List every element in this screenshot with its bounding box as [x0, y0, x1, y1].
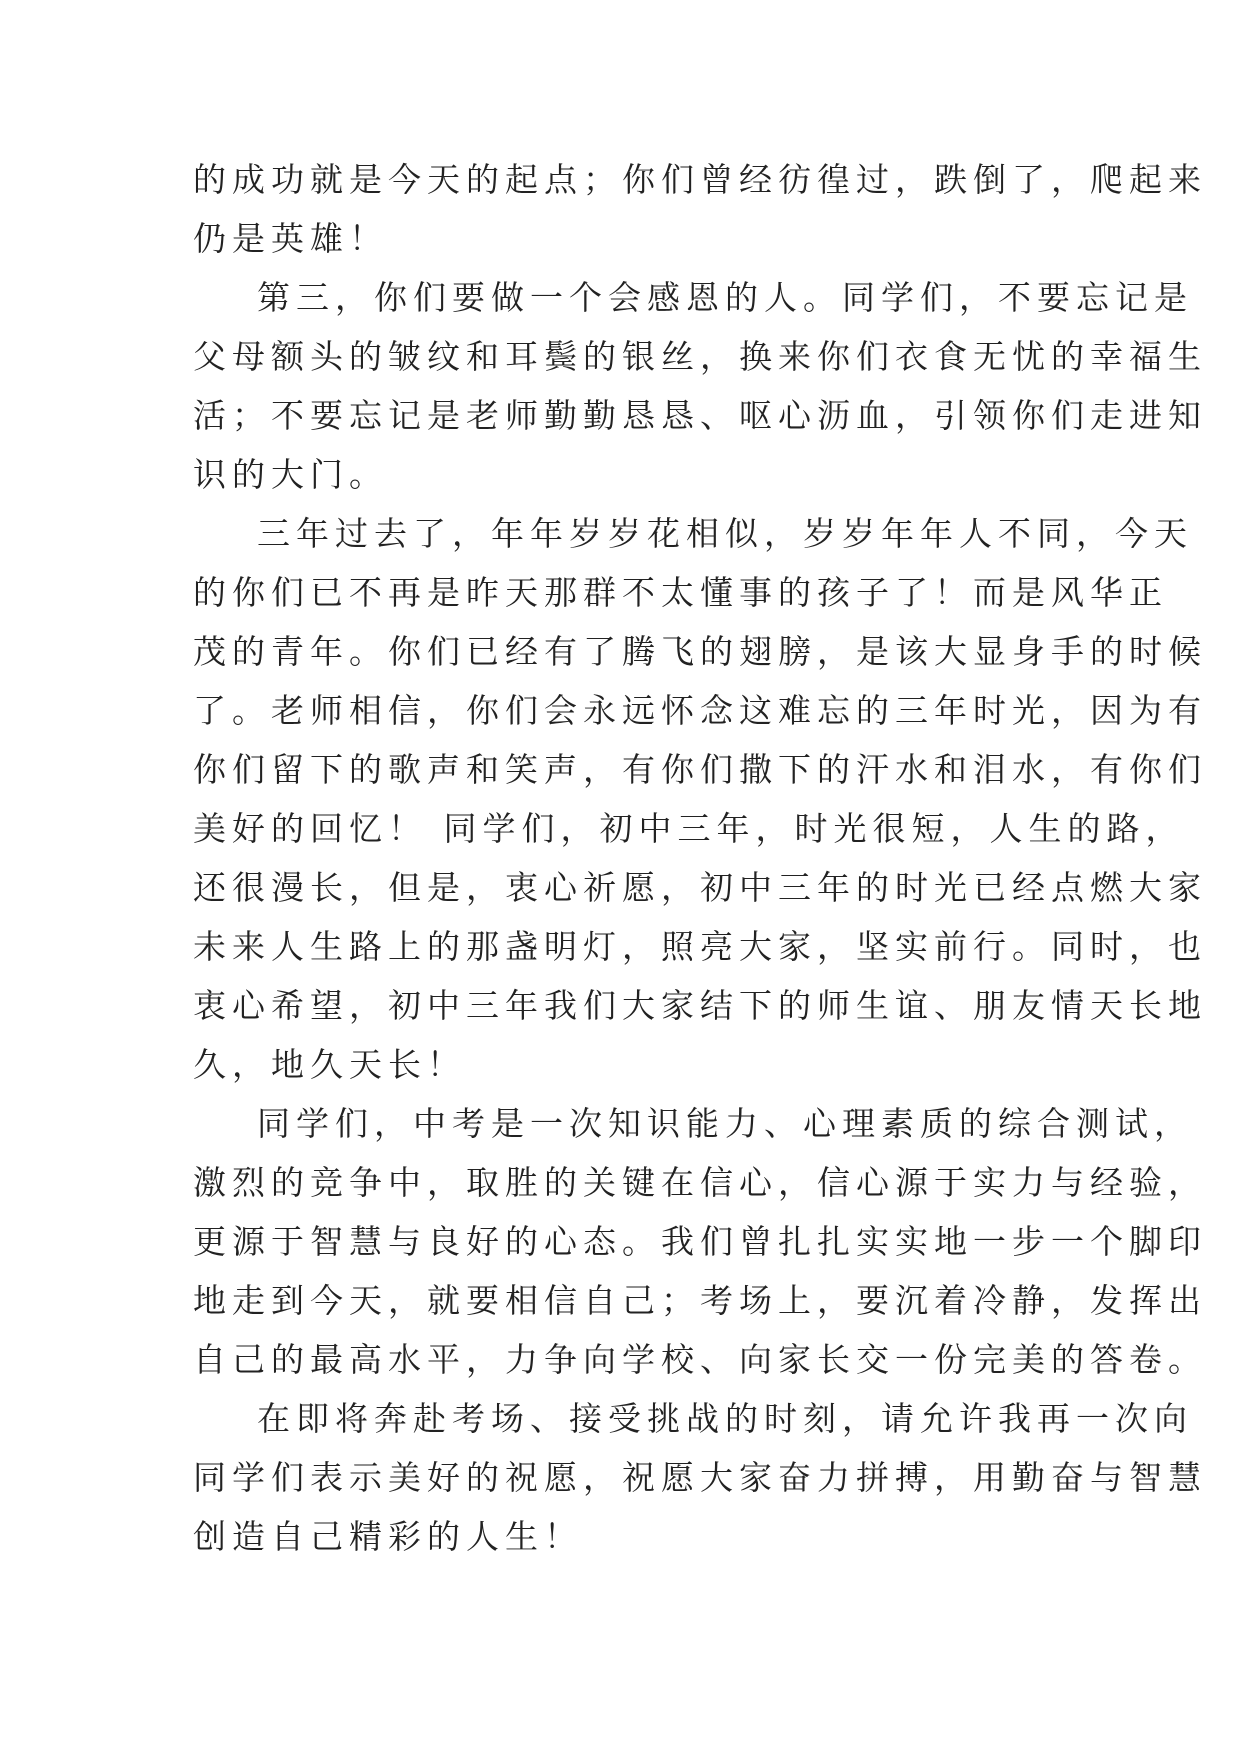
text-line: 识的大门。 — [193, 455, 388, 494]
text-line: 你们留下的歌声和笑声，有你们撒下的汗水和泪水，有你们 — [193, 750, 1207, 789]
text-line: 激烈的竞争中，取胜的关键在信心，信心源于实力与经验， — [193, 1163, 1207, 1202]
text-line: 更源于智慧与良好的心态。我们曾扎扎实实地一步一个脚印 — [193, 1222, 1207, 1261]
text-line: 自己的最高水平，力争向学校、向家长交一份完美的答卷。 — [193, 1340, 1207, 1379]
paragraph-first-line: 三年过去了，年年岁岁花相似，岁岁年年人不同，今天 — [257, 514, 1193, 553]
text-line: 还很漫长，但是，衷心祈愿，初中三年的时光已经点燃大家 — [193, 868, 1207, 907]
text-line: 的你们已不再是昨天那群不太懂事的孩子了！而是风华正 — [193, 573, 1168, 612]
text-line: 久，地久天长！ — [193, 1045, 466, 1084]
speech-body — [193, 158, 1207, 1574]
text-line: 同学们表示美好的祝愿，祝愿大家奋力拼搏，用勤奋与智慧 — [193, 1458, 1207, 1497]
text-line: 活；不要忘记是老师勤勤恳恳、呕心沥血，引领你们走进知 — [193, 396, 1207, 435]
paragraph-first-line: 在即将奔赴考场、接受挑战的时刻，请允许我再一次向 — [257, 1399, 1193, 1438]
text-line: 未来人生路上的那盏明灯，照亮大家，坚实前行。同时，也 — [193, 927, 1207, 966]
paragraph-first-line: 第三，你们要做一个会感恩的人。同学们，不要忘记是 — [257, 278, 1193, 317]
text-line: 创造自己精彩的人生！ — [193, 1517, 583, 1556]
text-line: 了。老师相信，你们会永远怀念这难忘的三年时光，因为有 — [193, 691, 1207, 730]
text-line: 父母额头的皱纹和耳鬓的银丝，换来你们衣食无忧的幸福生 — [193, 337, 1207, 376]
text-line: 仍是英雄！ — [193, 219, 388, 258]
text-line: 地走到今天，就要相信自己；考场上，要沉着冷静，发挥出 — [193, 1281, 1207, 1320]
text-line: 的成功就是今天的起点；你们曾经彷徨过，跌倒了，爬起来 — [193, 160, 1207, 199]
text-line: 美好的回忆！ 同学们，初中三年，时光很短，人生的路， — [193, 809, 1185, 848]
text-line: 茂的青年。你们已经有了腾飞的翅膀，是该大显身手的时候 — [193, 632, 1207, 671]
paragraph-first-line: 同学们，中考是一次知识能力、心理素质的综合测试， — [257, 1104, 1193, 1143]
text-line: 衷心希望，初中三年我们大家结下的师生谊、朋友情天长地 — [193, 986, 1207, 1025]
